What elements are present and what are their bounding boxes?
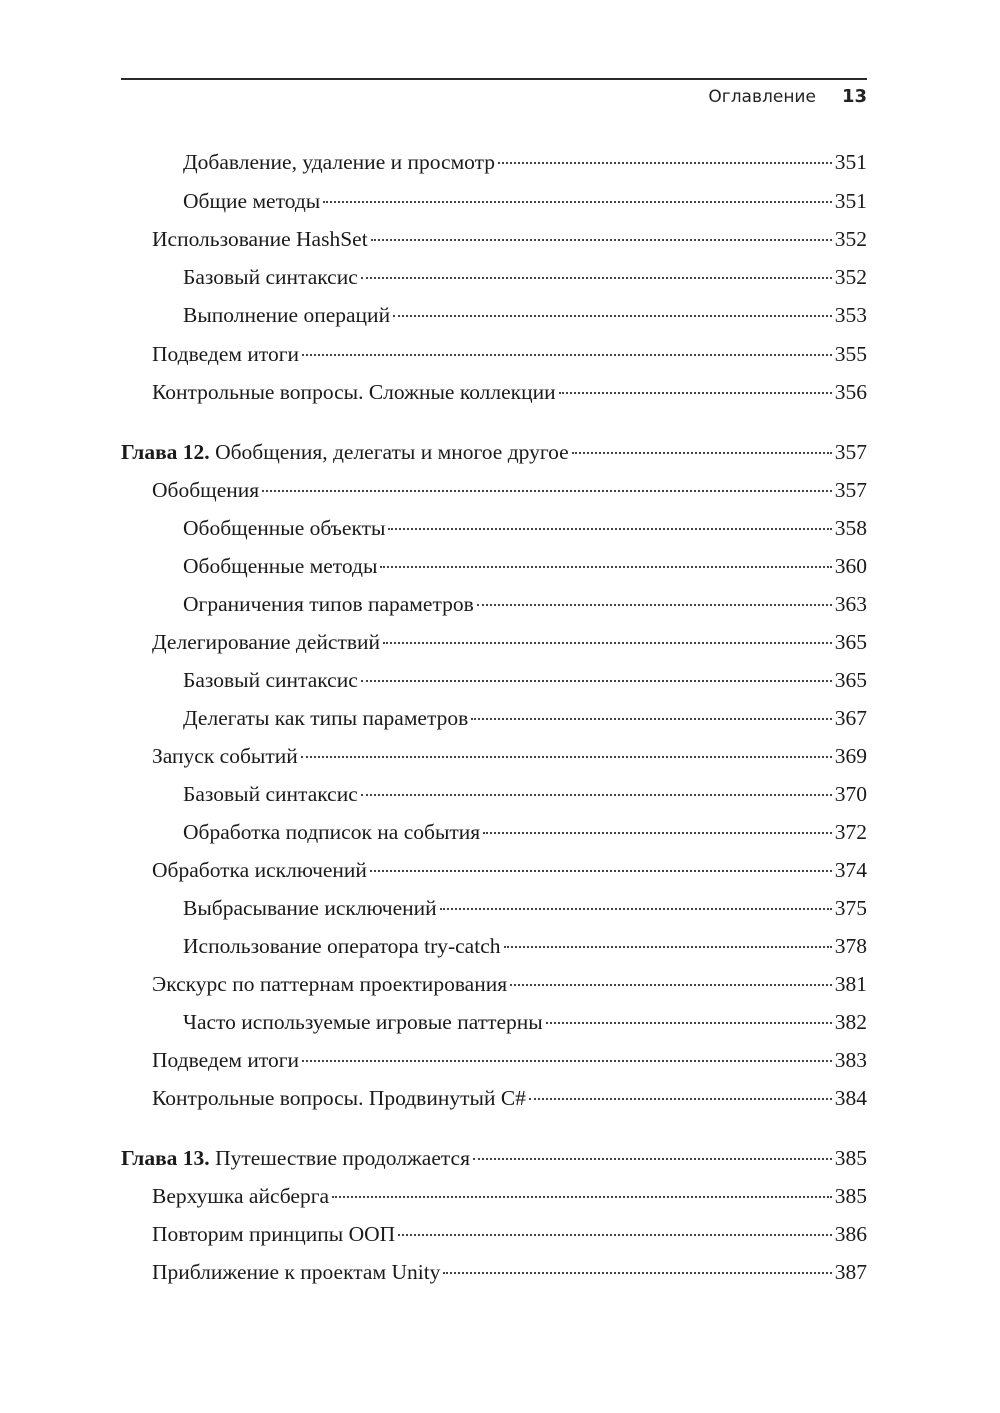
toc-entry-page: 357 — [834, 478, 867, 502]
dot-leader — [440, 908, 832, 910]
toc-entry-page: 356 — [834, 380, 867, 404]
toc-entry-label: Верхушка айсберга — [152, 1184, 330, 1208]
toc-entry-title — [152, 224, 368, 254]
toc-entry-page: 355 — [834, 342, 867, 366]
dot-leader — [361, 277, 832, 279]
toc-entry-title — [152, 475, 259, 505]
toc-entry-title — [183, 893, 437, 923]
toc-entry — [183, 893, 867, 923]
toc-entry — [152, 339, 867, 369]
toc-entry-title — [183, 513, 385, 543]
toc-entry-label: Подведем итоги — [152, 1048, 300, 1072]
toc-entry-title — [152, 339, 299, 369]
toc-entry-page: 383 — [834, 1048, 867, 1072]
dot-leader — [510, 984, 832, 986]
toc-entry-title — [152, 855, 367, 885]
toc-entry-title — [183, 1007, 543, 1037]
toc-entry-page: 378 — [834, 934, 867, 958]
toc-entry-title — [152, 741, 298, 771]
toc-entry — [152, 741, 867, 771]
toc-entry-title — [152, 1083, 526, 1113]
toc-entry-page: 365 — [834, 630, 867, 654]
toc-entry-label: Контрольные вопросы. Продвинутый C# — [152, 1086, 526, 1110]
toc-entry — [152, 1257, 867, 1287]
dot-leader — [332, 1196, 832, 1198]
toc-entry — [183, 551, 867, 581]
header-rule — [121, 78, 867, 80]
toc-entry-label: Добавление, удаление и просмотр — [183, 150, 496, 174]
toc-entry — [152, 969, 867, 999]
toc-entry-label: Запуск событий — [152, 744, 298, 768]
dot-leader — [443, 1272, 831, 1274]
dot-leader — [393, 315, 832, 317]
toc-entry — [152, 1219, 867, 1249]
toc-entry-label: Выполнение операций — [183, 303, 391, 327]
toc-entry-label: Обработка исключений — [152, 858, 367, 882]
toc-entry — [183, 1007, 867, 1037]
toc-entry-page: 358 — [834, 516, 867, 540]
toc-chapter-number: Глава 12. — [121, 440, 210, 464]
toc-entry-page: 369 — [834, 744, 867, 768]
toc-entry-label: Базовый синтаксис — [183, 782, 358, 806]
toc-entry — [152, 1181, 867, 1211]
dot-leader — [370, 870, 832, 872]
toc-entry — [183, 589, 867, 619]
toc-entry-page: 385 — [834, 1146, 867, 1170]
dot-leader — [302, 354, 832, 356]
toc-entry — [183, 186, 867, 216]
dot-leader — [371, 239, 832, 241]
dot-leader — [546, 1022, 832, 1024]
toc-entry — [183, 300, 867, 330]
dot-leader — [302, 1060, 832, 1062]
toc-entry-label: Базовый синтаксис — [183, 265, 358, 289]
toc-entry-page: 374 — [834, 858, 867, 882]
toc-entry-title — [152, 1257, 440, 1287]
toc-entry-label: Экскурс по паттернам проектирования — [152, 972, 508, 996]
toc-entry-label: Делегирование действий — [152, 630, 380, 654]
dot-leader — [473, 1158, 832, 1160]
toc-entry-page: 384 — [834, 1086, 867, 1110]
toc-entry-title — [121, 1143, 470, 1173]
toc-entry-title — [152, 1181, 329, 1211]
toc-entry-label: Ограничения типов параметров — [183, 592, 474, 616]
toc-entry-page: 375 — [834, 896, 867, 920]
toc-entry-page: 365 — [834, 668, 867, 692]
toc-entry — [183, 779, 867, 809]
dot-leader — [529, 1098, 832, 1100]
toc-entry-label: Выбрасывание исключений — [183, 896, 437, 920]
toc-entry — [152, 224, 867, 254]
toc-entry-title — [183, 817, 480, 847]
toc-entry-label: Приближение к проектам Unity — [152, 1260, 441, 1284]
toc-entry-title — [121, 437, 569, 467]
toc-entry-page: 352 — [834, 227, 867, 251]
toc-entry-page: 381 — [834, 972, 867, 996]
dot-leader — [498, 162, 832, 164]
dot-leader — [323, 201, 832, 203]
dot-leader — [361, 680, 832, 682]
toc-entry-page: 351 — [834, 150, 867, 174]
toc-entry-title — [183, 779, 358, 809]
toc-entry — [183, 147, 867, 177]
toc-entry-page: 386 — [834, 1222, 867, 1246]
toc-entry-page: 367 — [834, 706, 867, 730]
toc-entry-title — [183, 262, 358, 292]
toc-entry-title — [152, 627, 380, 657]
dot-leader — [504, 946, 832, 948]
toc-entry-label: Часто используемые игровые паттерны — [183, 1010, 543, 1034]
running-header — [121, 86, 867, 112]
toc-entry — [152, 475, 867, 505]
toc-entry-title — [183, 703, 468, 733]
dot-leader — [262, 490, 832, 492]
toc-entry-title — [152, 377, 556, 407]
toc-entry — [152, 855, 867, 885]
dot-leader — [398, 1234, 832, 1236]
toc-chapter-number: Глава 13. — [121, 1146, 210, 1170]
toc-entry-label: Путешествие продолжается — [215, 1146, 470, 1170]
toc-entry-label: Обработка подписок на события — [183, 820, 481, 844]
toc-entry — [152, 627, 867, 657]
toc-entry-page: 372 — [834, 820, 867, 844]
toc-entry-page: 351 — [834, 189, 867, 213]
toc-entry-title — [152, 1045, 299, 1075]
toc-entry-title — [152, 969, 507, 999]
toc-entry-label: Делегаты как типы параметров — [183, 706, 469, 730]
dot-leader — [483, 832, 832, 834]
toc-entry — [183, 703, 867, 733]
toc-entry-page: 385 — [834, 1184, 867, 1208]
toc-entry — [152, 1083, 867, 1113]
toc-entry — [183, 931, 867, 961]
toc-entry — [183, 513, 867, 543]
toc-entry-label: Общие методы — [183, 189, 321, 213]
toc-entry-title — [183, 551, 377, 581]
toc-entry-page: 353 — [834, 303, 867, 327]
toc-entry-page: 363 — [834, 592, 867, 616]
toc-entry-title — [183, 931, 501, 961]
running-header-title: Оглавление — [708, 87, 816, 107]
toc-entry-label: Использование оператора try-catch — [183, 934, 501, 958]
toc-chapter-entry — [121, 1143, 867, 1173]
dot-leader — [477, 604, 832, 606]
toc-entry-title — [183, 186, 320, 216]
toc-entry-page: 370 — [834, 782, 867, 806]
toc-entry-label: Обобщенные объекты — [183, 516, 386, 540]
toc-entry — [152, 377, 867, 407]
toc-entry-label: Обобщения — [152, 478, 260, 502]
toc-entry-page: 382 — [834, 1010, 867, 1034]
dot-leader — [301, 756, 832, 758]
dot-leader — [572, 452, 832, 454]
toc-entry-label: Контрольные вопросы. Сложные коллекции — [152, 380, 556, 404]
dot-leader — [380, 566, 831, 568]
toc-chapter-entry — [121, 437, 867, 467]
dot-leader — [361, 794, 832, 796]
toc-entry-page: 352 — [834, 265, 867, 289]
toc-entry-title — [152, 1219, 395, 1249]
toc-entry-page: 357 — [834, 440, 867, 464]
dot-leader — [383, 642, 832, 644]
toc-entry-label: Повторим принципы ООП — [152, 1222, 396, 1246]
toc-entry — [152, 1045, 867, 1075]
toc-entry-page: 360 — [834, 554, 867, 578]
toc-entry — [183, 665, 867, 695]
running-header-page-number: 13 — [841, 86, 867, 107]
dot-leader — [471, 718, 831, 720]
toc-entry-title — [183, 147, 495, 177]
toc-entry-title — [183, 300, 390, 330]
toc-entry — [183, 817, 867, 847]
toc-entry-label: Использование HashSet — [152, 227, 368, 251]
dot-leader — [559, 392, 832, 394]
toc-entry-page: 387 — [834, 1260, 867, 1284]
toc-entry-label: Базовый синтаксис — [183, 668, 358, 692]
dot-leader — [388, 528, 831, 530]
toc-entry-label: Обобщенные методы — [183, 554, 378, 578]
toc-entry-label: Обобщения, делегаты и многое другое — [215, 440, 569, 464]
toc-entry — [183, 262, 867, 292]
toc-entry-title — [183, 665, 358, 695]
toc-entry-label: Подведем итоги — [152, 342, 300, 366]
toc-entry-title — [183, 589, 474, 619]
